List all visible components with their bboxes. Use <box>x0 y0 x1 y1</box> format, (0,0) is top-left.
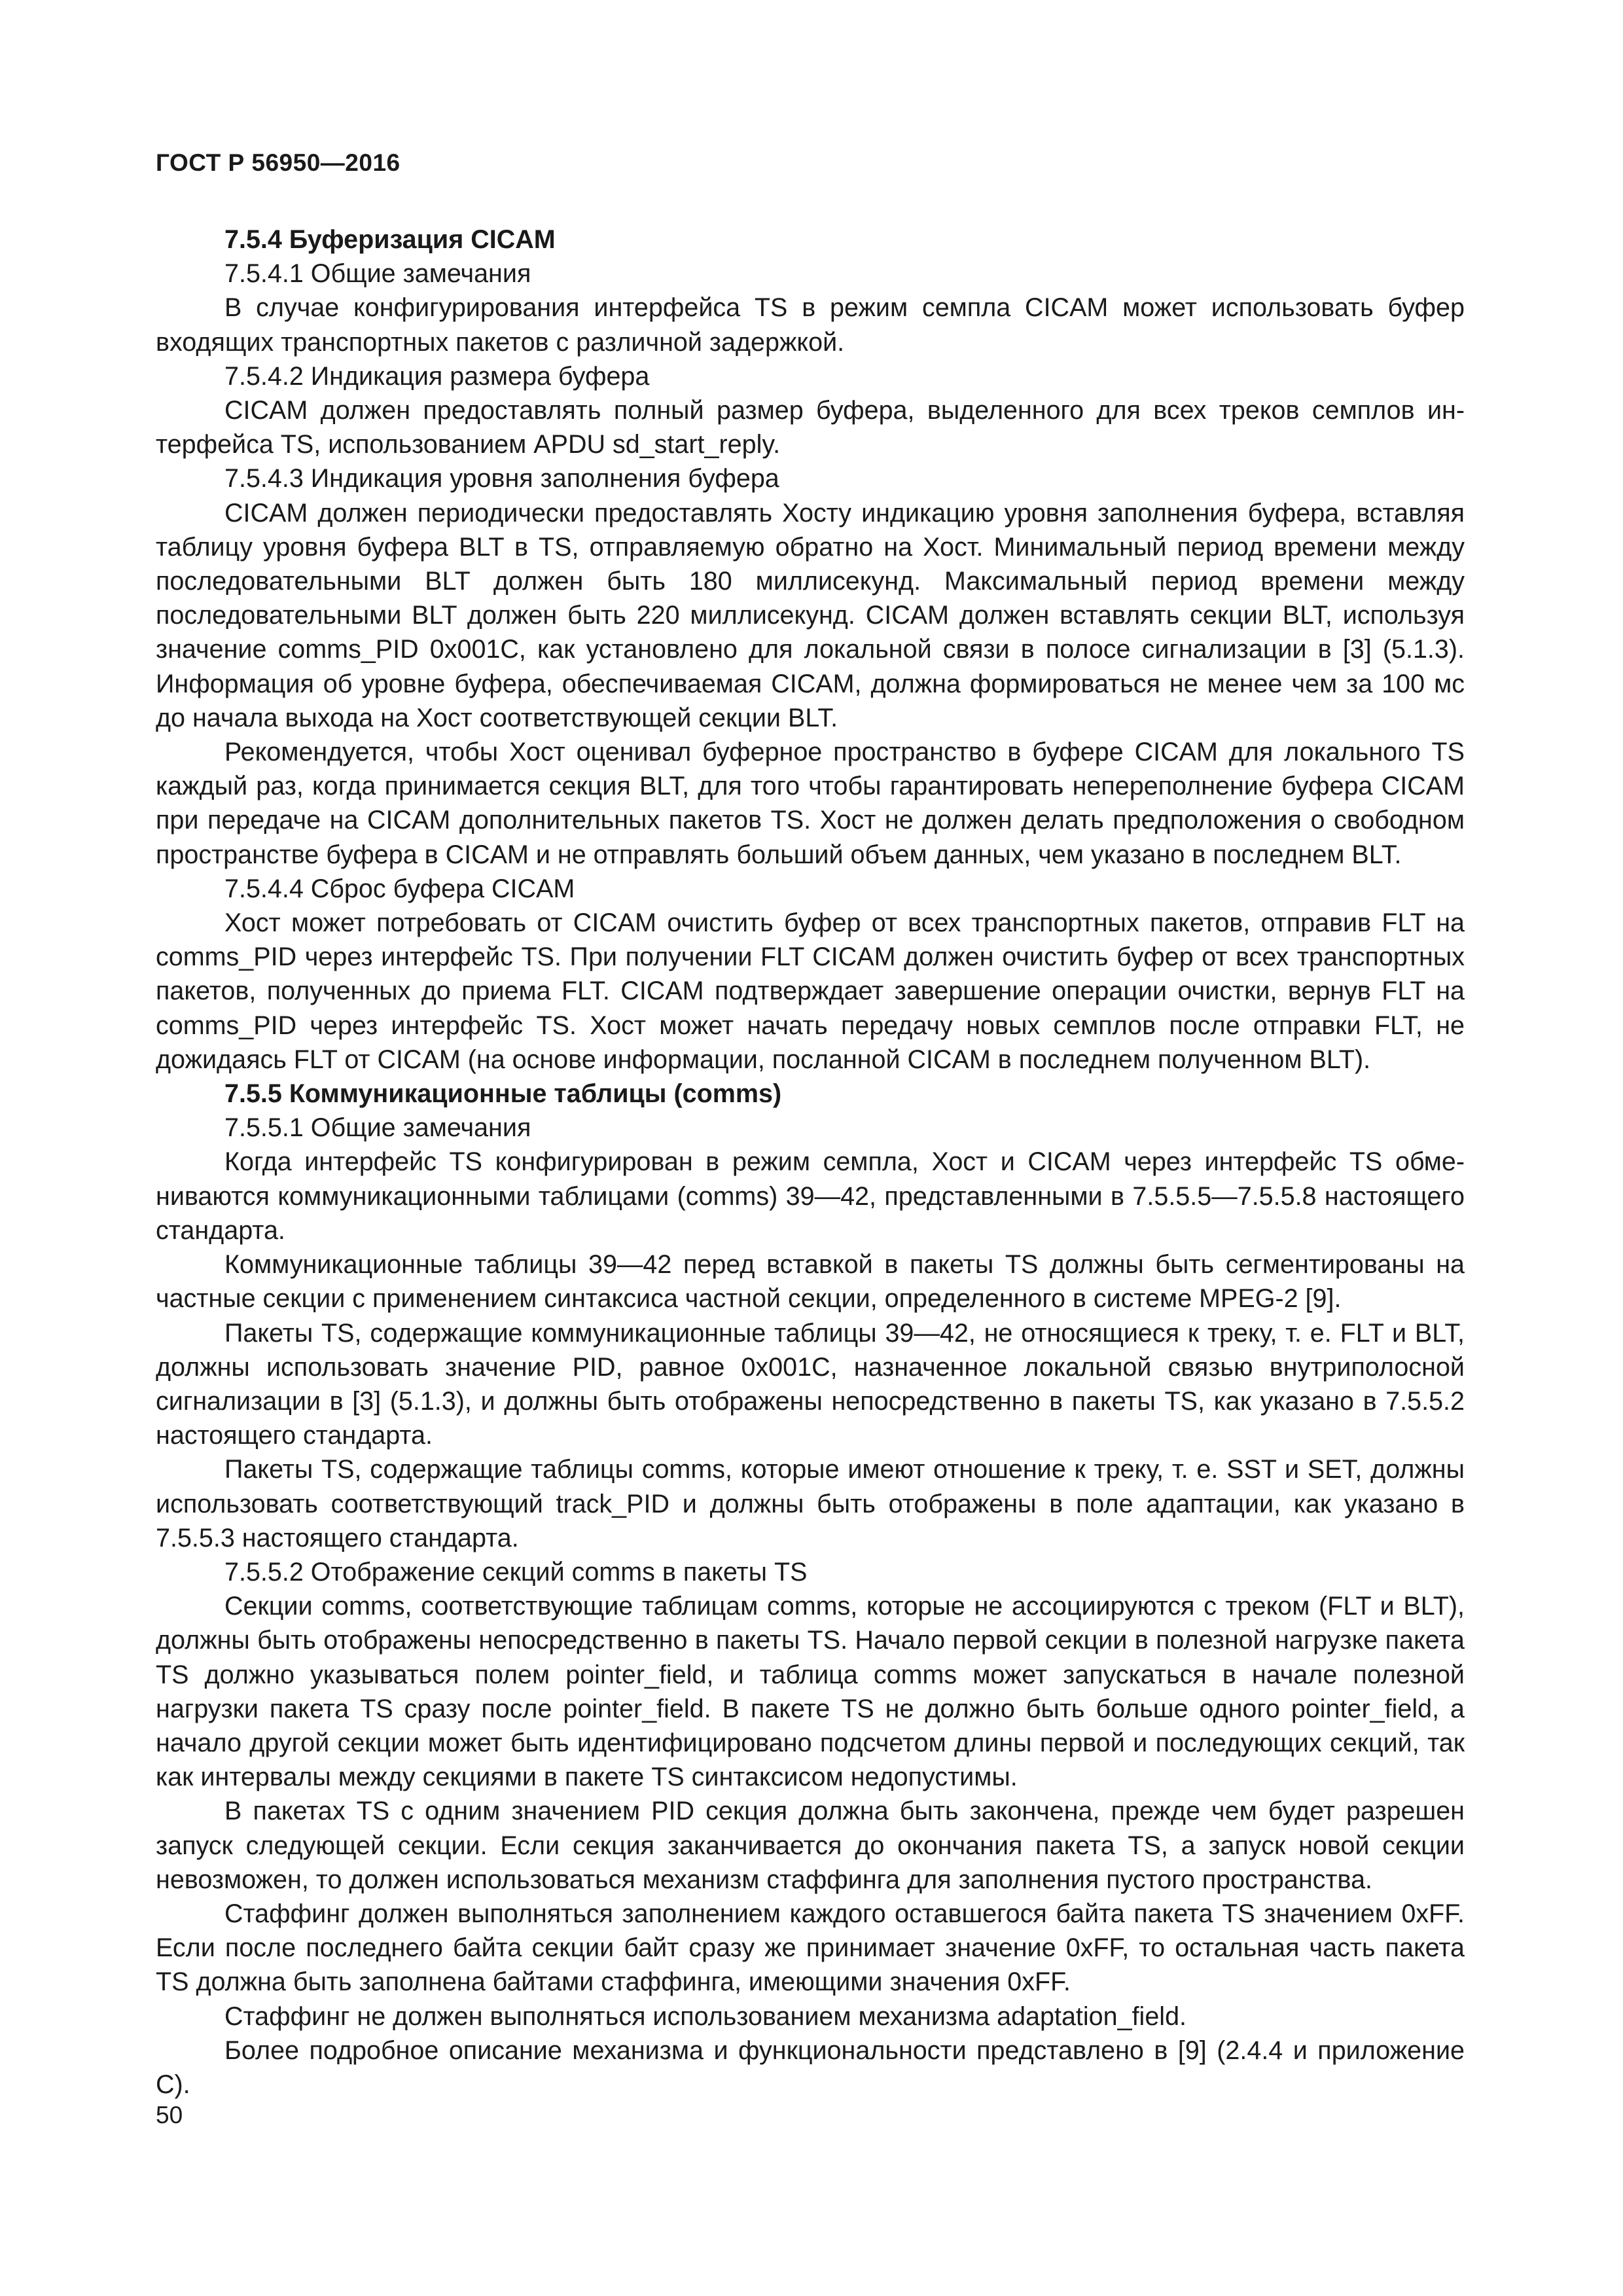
document-body <box>156 223 1465 2102</box>
paragraph: Стаффинг должен выполняться заполнением каждого оставшегося байта пакета TS значением 0xFF. Если после последнего байта секции байт сразу же принимает значение 0xFF, то остальная часть пакета TS должна быть заполнена байтами стаффинга, имеющими значения 0xFF. <box>156 1899 1465 1997</box>
section-heading: 7.5.4 Буферизация CICAM <box>224 225 556 254</box>
section-heading: 7.5.5.1 Общие замечания <box>224 1113 531 1143</box>
paragraph: Стаффинг не должен выполняться использованием механизма adaptation_field. <box>224 2001 1187 2031</box>
paragraph: Более подробное описание механизма и функциональности представлено в [9] (2.4.4 и приложение С). <box>156 2036 1465 2099</box>
paragraph: CICAM должен предоставлять полный размер буфера, выделенного для всех треков семплов интерфейса TS, использованием APDU sd_start_reply. <box>156 396 1465 459</box>
paragraph: В случае конфигурирования интерфейса TS в режим семпла CICAM может использовать буфер входящих транспортных пакетов с различной задержкой. <box>156 293 1465 357</box>
paragraph: В пакетах TS с одним значением PID секция должна быть закончена, прежде чем будет разрешен запуск следующей секции. Если секция заканчивается до окончания пакета TS, а запуск новой секции невозможен, то должен использоваться механизм стаффинга для заполнения пустого пространства. <box>156 1797 1465 1894</box>
section-heading: 7.5.4.1 Общие замечания <box>224 259 531 289</box>
section-heading: 7.5.4.2 Индикация размера буфера <box>224 361 650 391</box>
section-heading: 7.5.5.2 Отображение секций comms в пакеты TS <box>224 1557 808 1587</box>
page-number: 50 <box>156 2102 183 2128</box>
paragraph: Пакеты TS, содержащие коммуникационные таблицы 39—42, не относящиеся к треку, т. е. FLT и BLT, должны использовать значение PID, равное 0x001C, назначенное локальной связью внутриполосной сигнализации в [3] (5.1.3), и должны быть отображены непосредственно в пакеты TS, как указано в 7.5.5.2 настоящего стандарта. <box>156 1318 1465 1450</box>
section-heading: 7.5.5 Коммуникационные таблицы (comms) <box>224 1079 782 1109</box>
section-heading: 7.5.4.3 Индикация уровня заполнения буфера <box>224 464 779 493</box>
paragraph: Коммуникационные таблицы 39—42 перед вставкой в пакеты TS должны быть сегментированы на частные секции с применением синтаксиса частной секции, определенного в системе MPEG-2 [9]. <box>156 1250 1465 1314</box>
paragraph: Рекомендуется, чтобы Хост оценивал буферное пространство в буфере CICAM для локального TS каждый раз, когда принимается секция BLT, для того чтобы гарантировать непереполнение буфера CICAM при передаче на CICAM дополнительных пакетов TS. Хост не должен делать предположения о свободном пространстве буфера в CICAM и не отправлять больший объем данных, чем указано в последнем BLT. <box>156 738 1465 869</box>
paragraph: Пакеты TS, содержащие таблицы comms, которые имеют отношение к треку, т. е. SST и SET, должны использовать соответствующий track_PID и должны быть отображены в поле адаптации, как указано в 7.5.5.3 настоящего стандарта. <box>156 1455 1465 1552</box>
paragraph: Секции comms, соответствующие таблицам comms, которые не ассоциируются с треком (FLT и BLT), должны быть отображены непосредственно в пакеты TS. Начало первой секции в полезной нагрузке пакета TS должно указываться полем pointer_field, и таблица comms может запускаться в начале полезной нагрузки пакета TS сразу после pointer_field. В пакете TS не должно быть больше одного pointer_field, а начало другой секции может быть идентифицировано подсчетом длины первой и последующих секций, так как интервалы между секциями в пакете TS синтаксисом недопустимы. <box>156 1592 1465 1792</box>
section-heading: 7.5.4.4 Сброс буфера CICAM <box>224 874 575 903</box>
paragraph: CICAM должен периодически предоставлять Хосту индикацию уровня заполнения буфера, вставляя таблицу уровня буфера BLT в TS, отправляемую обратно на Хост. Минимальный период времени между последовательными BLT должен быть 180 миллисекунд. Максимальный период времени между последовательными BLT должен быть 220 миллисекунд. CICAM должен вставлять секции BLT, используя значение comms_PID 0x001C, как установлено для локальной связи в полосе сигнализации в [3] (5.1.3). Информация об уровне буфера, обеспечиваемая CICAM, должна формироваться не менее чем за 100 мс до начала выхода на Хост соответствующей секции BLT. <box>156 498 1465 732</box>
paragraph: Хост может потребовать от CICAM очистить буфер от всех транспортных пакетов, отправив FLT на comms_PID через интерфейс TS. При получении FLT CICAM должен очистить буфер от всех транспортных пакетов, полученных до приема FLT. CICAM подтверждает завершение операции очистки, вернув FLT на comms_PID через интерфейс TS. Хост может начать передачу новых семплов после отправки FLT, не дожидаясь FLT от CICAM (на основе информации, посланной CICAM в последнем полученном BLT). <box>156 908 1465 1074</box>
document-header-standard-id: ГОСТ Р 56950—2016 <box>156 149 401 176</box>
paragraph: Когда интерфейс TS конфигурирован в режим семпла, Хост и CICAM через интерфейс TS обмениваются коммуникационными таблицами (comms) 39—42, представленными в 7.5.5.5—7.5.5.8 настоящего стандарта. <box>156 1147 1465 1245</box>
